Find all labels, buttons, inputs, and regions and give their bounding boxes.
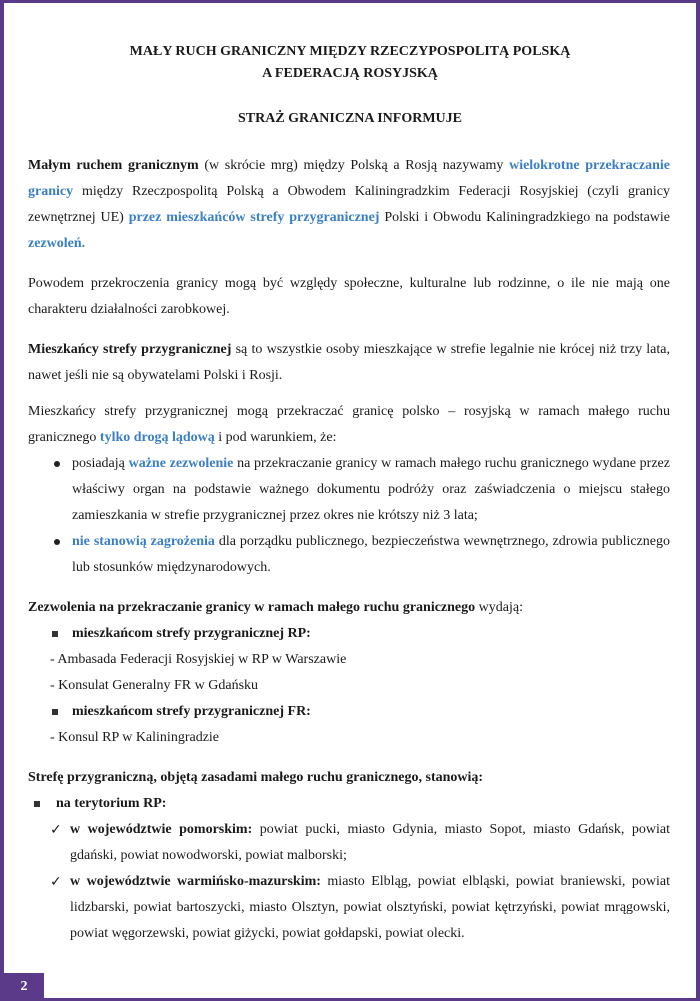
paragraph-residents	[28, 337, 670, 389]
term-small-border-traffic: Małym ruchem granicznym	[28, 158, 199, 173]
text: w województwie pomorskim:	[70, 822, 253, 837]
text: w województwie warmińsko-mazurskim:	[70, 874, 321, 889]
list-item	[28, 451, 670, 529]
permits-group-rp	[28, 621, 670, 647]
text: powiat pucki, miasto Gdynia, miasto Sopot, miasto Gdańsk, powiat gdański, powiat nowodworski, powiat malborski;	[70, 822, 670, 863]
bullet-icon	[54, 539, 60, 545]
highlight-land-route: tylko drogą lądową	[99, 430, 215, 445]
conditions-list	[28, 451, 670, 581]
square-bullet-icon	[52, 631, 58, 637]
text: i pod warunkiem, że:	[214, 430, 337, 445]
title-line-2: A FEDERACJĄ ROSYJSKĄ	[262, 66, 438, 81]
document-title	[4, 41, 696, 85]
paragraph-conditions	[28, 399, 670, 451]
region-pomorskie	[28, 817, 670, 869]
list-item	[28, 529, 670, 581]
term-residents: Mieszkańcy strefy przygranicznej	[28, 342, 232, 357]
permits-heading	[28, 595, 670, 621]
title-line-1: MAŁY RUCH GRANICZNY MIĘDZY RZECZYPOSPOLITĄ POLSKĄ	[129, 44, 571, 59]
text: na przekraczanie granicy w ramach małego ruchu granicznego wydane przez właściwy organ na podstawie ważnego dokumentu podróży oraz zaświadczenia o miejscu stałego zamieszkania w strefie przygranicznej przez okres nie krótszy niż 3 lata;	[72, 456, 670, 523]
text: Mieszkańcy strefy przygranicznej mogą przekraczać granicę polsko – rosyjską w ramach małego ruchu granicznego	[28, 404, 670, 445]
highlight-permits: zezwoleń.	[28, 236, 86, 251]
list-item: - Konsul RP w Kaliningradzie	[50, 730, 220, 745]
text: (w skrócie mrg) między Polską a Rosją nazywamy	[198, 158, 510, 173]
highlight-residents: przez mieszkańców strefy przygranicznej	[128, 210, 380, 225]
bullet-icon	[54, 461, 60, 467]
checkmark-icon: ✓	[50, 874, 62, 890]
list-item: - Konsulat Generalny FR w Gdańsku	[50, 678, 259, 693]
document-subtitle: STRAŻ GRANICZNA INFORMUJE	[237, 111, 463, 126]
text: między Rzeczpospolitą Polską a Obwodem Kaliningradzkim Federacji Rosyjskiej (czyli granicy zewnętrznej UE)	[28, 184, 670, 225]
list-item: - Ambasada Federacji Rosyjskiej w RP w Warszawie	[50, 652, 347, 667]
paragraph-definition	[28, 153, 670, 257]
text: mieszkańcom strefy przygranicznej RP:	[72, 626, 311, 641]
text: miasto Elbląg, powiat elbląski, powiat braniewski, powiat lidzbarski, powiat bartoszycki, miasto Olsztyn, powiat olsztyński, powiat kętrzyński, powiat mrągowski, powiat węgorzewski, powiat giżycki, powiat gołdapski, powiat olecki.	[70, 874, 670, 941]
text: Polski i Obwodu Kaliningradzkiego na podstawie	[379, 210, 671, 225]
text: dla porządku publicznego, bezpieczeństwa wewnętrznego, zdrowia publicznego lub stosunków międzynarodowych.	[72, 534, 670, 575]
document-body	[28, 153, 670, 947]
territory-rp	[28, 791, 670, 817]
text: wydają:	[475, 600, 523, 615]
highlight-no-threat: nie stanowią zagrożenia	[72, 534, 215, 549]
text: na terytorium RP:	[56, 796, 167, 811]
highlight-multiple-crossing: wielokrotne przekraczanie granicy	[28, 158, 670, 199]
text: Zezwolenia na przekraczanie granicy w ramach małego ruchu granicznego	[28, 600, 476, 615]
text: mieszkańcom strefy przygranicznej FR:	[72, 704, 311, 719]
zone-heading: Strefę przygraniczną, objętą zasadami małego ruchu granicznego, stanowią:	[28, 770, 484, 785]
page-number: 2	[4, 973, 44, 1001]
text: posiadają	[72, 456, 129, 471]
permits-group-fr	[28, 699, 670, 725]
square-bullet-icon	[52, 709, 58, 715]
text: są to wszystkie osoby mieszkające w strefie legalnie nie krócej niż trzy lata, nawet jeśli nie są obywatelami Polski i Rosji.	[28, 342, 671, 383]
paragraph-reasons: Powodem przekroczenia granicy mogą być względy społeczne, kulturalne lub rodzinne, o ile nie mają one charakteru działalności zarobkowej.	[28, 276, 670, 317]
region-warminsko-mazurskie	[28, 869, 670, 947]
highlight-valid-permit: ważne zezwolenie	[128, 456, 234, 471]
checkmark-icon: ✓	[50, 822, 62, 838]
square-bullet-icon	[34, 801, 40, 807]
